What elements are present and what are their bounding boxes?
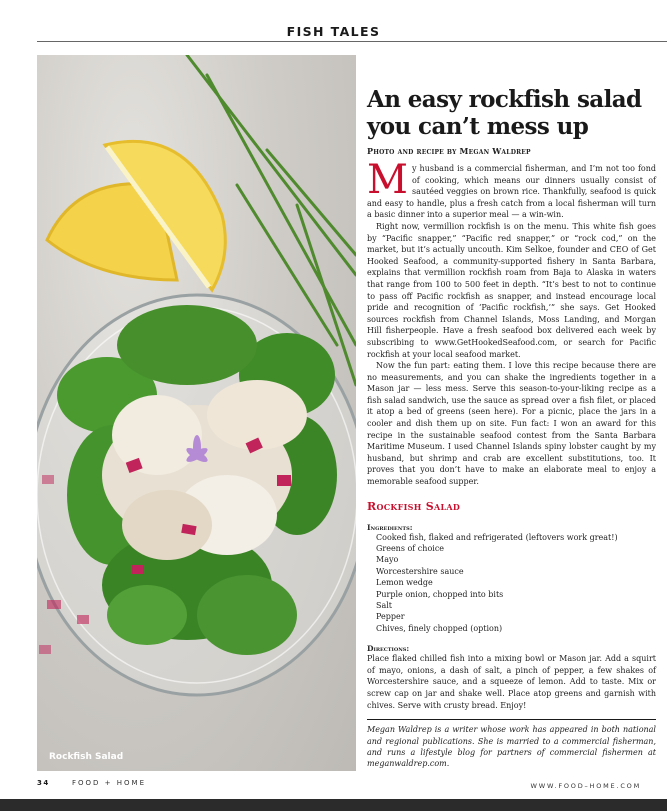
ingredient-item: Mayo: [376, 555, 399, 565]
photo-caption: Rockfish Salad: [49, 752, 124, 762]
paragraph-1: My husband is a commercial fisherman, and I’m not too fond of cooking, which means our dinners usually consist of sautéed veggies on brown rice. Thankfully, seafood is quick and easy to handle, plus a fresh catch from a local fisherman will turn a basic dinner into a superior meal — a win-win.: [367, 157, 656, 220]
magazine-name: FOOD + HOME: [72, 779, 146, 787]
paragraph-2: Right now, vermillion rockfish is on the menu. This white fish goes by “Pacific snapper,” “Pacific red snapper,” or “rock cod,” on the market, but it’s actually uncouth. Kim Selkoe, founder and CEO of Get Hooked Seafood, a community-supported fishery in Santa Barbara, explains that vermillion rockfish roam from Baja to Alaska in waters that range from 100 to 500 feet in depth. “It’s best to not to continue to pass off Pacific rockfish as snapper, and instead encourage local pride and recognition of ‘Pacific rockfish,’” she says. Get Hooked sources rockfish from Channel Islands, Moss Landing, and Morgan Hill fisherpeople. Have a fresh seafood box delivered each week by subscribing to www.GetHookedSeafood.com, or search for Pacific rockfish at your local seafood market.: [367, 221, 656, 359]
article-headline: An easy rockfish salad you can’t mess up: [367, 86, 642, 140]
ingredient-item: Purple onion, chopped into bits: [376, 589, 504, 599]
page-number: 34: [37, 779, 50, 787]
bio-divider: [367, 719, 656, 720]
ingredient-item: Pepper: [376, 612, 405, 622]
salad-illustration: [37, 55, 356, 771]
ingredient-item: Salt: [376, 601, 393, 611]
article-body: [367, 157, 656, 488]
author-bio: Megan Waldrep is a writer whose work has appeared in both national and regional publications. She is married to a commercial fisherman, and runs a lifestyle blog for partners of commercial fishermen at meganwaldrep.com.: [367, 725, 656, 769]
ingredient-item: Cooked fish, flaked and refrigerated (leftovers work great!): [376, 532, 618, 542]
recipe-photo: [37, 55, 356, 771]
directions-text: Place flaked chilled fish into a mixing bowl or Mason jar. Add a squirt of mayo, onions, a dash of salt, a pinch of pepper, a few shakes of Worcestershire sauce, and a squeeze of lemon. Add to taste. Mix or screw cap on jar and shake well. Place atop greens and garnish with chives. Serve with crusty bread. Enjoy!: [367, 654, 656, 710]
recipe-title: Rockfish Salad: [367, 499, 461, 513]
website-url: WWW.FOOD–HOME.COM: [530, 782, 641, 790]
byline: Photo and recipe by Megan Waldrep: [367, 146, 531, 156]
drop-cap: M: [367, 157, 408, 203]
ingredients-label: Ingredients:: [367, 522, 413, 532]
directions-label: Directions:: [367, 644, 410, 654]
ingredient-item: Chives, finely chopped (option): [376, 623, 503, 633]
ingredient-item: Greens of choice: [376, 544, 445, 554]
header-divider: [37, 41, 667, 42]
ingredients-list: [367, 532, 656, 635]
ingredient-item: Worcestershire sauce: [376, 566, 464, 576]
bottom-bar: [0, 799, 667, 811]
article: [367, 86, 656, 770]
section-header: FISH TALES: [286, 24, 381, 39]
paragraph-3: Now the fun part: eating them. I love this recipe because there are no measurements, and you can shake the ingredients together in a Mason jar — less mess. Serve this season-to-your-liking recipe as a fish salad sandwich, use the sauce as spread over a fish filet, or placed it atop a bed of greens (seen here). For a picnic, place the jars in a cooler and dish them up on site. Fun fact: I won an award for this recipe in the sustainable seafood contest from the Santa Barbara Maritime Museum. I used Channel Islands spiny lobster caught by my husband, but shrimp and crab are excellent substitutions, too. It proves that you don’t have to make an elaborate meal to enjoy a memorable seafood supper.: [367, 361, 656, 487]
ingredient-item: Lemon wedge: [376, 578, 433, 588]
